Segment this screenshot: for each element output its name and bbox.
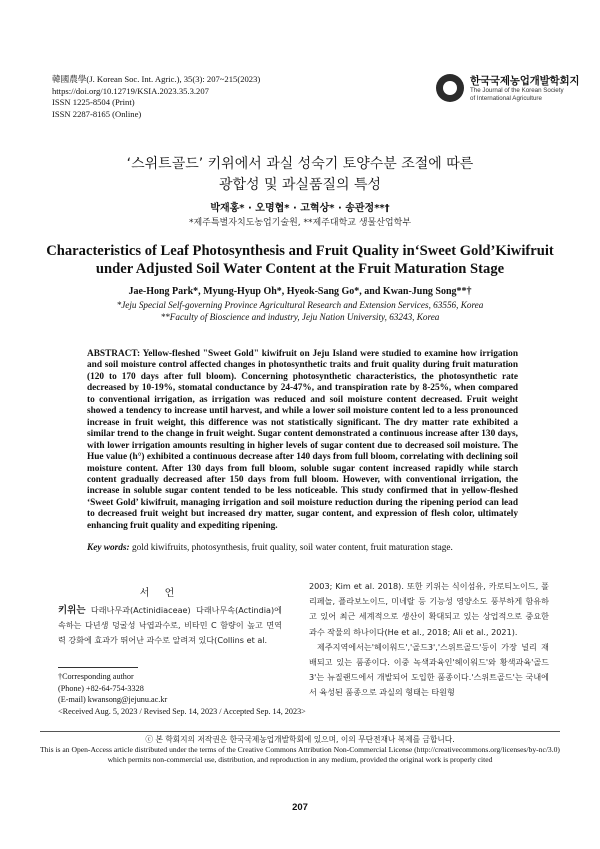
section-heading-intro: 서 언	[139, 588, 181, 599]
korean-affiliations: *제주특별자치도농업기술원, **제주대학교 생물산업학부	[188, 218, 412, 228]
society-english-name	[470, 87, 564, 102]
english-affiliation-1: *Jeju Special Self-governing Province Agricultural Research and Extension Services, 63556, Korea	[116, 300, 484, 310]
license-divider	[40, 731, 560, 732]
footnote-divider	[58, 667, 138, 668]
corresponding-phone: (Phone) +82-64-754-3328	[58, 683, 144, 693]
intro-right-column	[309, 579, 549, 701]
keywords-text: gold kiwifruits, photosynthesis, fruit quality, soil water content, fruit maturation stage.	[131, 543, 453, 553]
correspondence-note	[58, 671, 306, 717]
english-affiliation-2: **Faculty of Bioscience and industry, Jeju Nation University, 63243, Korea	[160, 312, 440, 323]
society-emblem-icon	[436, 74, 464, 102]
society-logo	[436, 74, 580, 110]
korean-title-line2: 광합성 및 과실품질의 특성	[218, 177, 382, 193]
citation: 韓國農學(J. Korean Soc. Int. Agric.), 35(3): 207~215(2023)	[52, 74, 261, 84]
corresponding-author-label: †Corresponding author	[58, 672, 134, 681]
doi-link[interactable]: https://doi.org/10.12719/KSIA.2023.35.3.207	[52, 85, 209, 96]
english-affiliations	[30, 299, 570, 324]
open-access-license: This is an Open-Access article distributed under the terms of the Creative Commons Attribution Non-Commercial License (http://creativecommons.org/licenses/by-nc/3.0) which permits non-commercial use, distribution, and reproduction in any medium, provided the original work is properly cited	[40, 745, 560, 764]
copyright-notice: ⓒ 본 학회지의 저작권은 한국국제농업개발학회에 있으며, 이의 무단전재나 복제를 금합니다.	[145, 735, 455, 744]
intro-left-column	[58, 603, 282, 649]
korean-title-line1: ‘스위트골드’ 키위에서 과실 성숙기 토양수분 조절에 따른	[126, 156, 474, 172]
issn-online: ISSN 2287-8165 (Online)	[52, 108, 142, 119]
society-english-line1: The Journal of the Korean Society	[470, 87, 564, 94]
english-title	[30, 242, 570, 278]
english-title-line1: Characteristics of Leaf Photosynthesis and Fruit Quality in‘Sweet Gold’Kiwifruit	[46, 243, 554, 259]
korean-title	[40, 154, 560, 196]
journal-header	[52, 74, 260, 120]
society-english-line2: of International Agriculture	[470, 94, 542, 102]
intro-left-text: 다래나무과(Actinidiaceae) 다래나무속(Actindia)에 속하는 다년생 덩굴성 낙엽과수로, 비타민 C 함량이 높고 면역력 강화에 효과가 뛰어난 과수로 알려져 있다(Collins et al.	[58, 605, 282, 646]
intro-lead-word: 키위는	[58, 605, 86, 616]
corresponding-email[interactable]: (E-mail) kwansong@jejunu.ac.kr	[58, 695, 168, 705]
intro-right-paragraph-1: 2003; Kim et al. 2018). 또한 키위는 식이섬유, 카로티노이드, 폴리페놀, 플라보노이드, 미네랄 등 기능성 영양소도 풍부하게 함유하고 있어 최근 세계적으로 생산이 확대되고 있는 상업적으로 중요한 과수 작물의 하나이다(He et al., 2018; Ali et al., 2021).	[309, 581, 549, 637]
received-dates: <Received Aug. 5, 2023 / Revised Sep. 14, 2023 / Accepted Sep. 14, 2023>	[58, 706, 306, 716]
society-korean-name: 한국국제농업개발학회지	[470, 75, 580, 87]
abstract-label: ABSTRACT:	[87, 349, 141, 359]
abstract-text: Yellow-fleshed "Sweet Gold" kiwifruit on Jeju Island were studied to examine how irrigation and soil moisture control affected changes in photosynthetic traits and fruit quality during fruit maturation (120 to 170 days after full bloom). Concerning photosynthetic characteristics, the photosynthetic rate decreased by 10-19%, stomatal conductance by 24-47%, and transpiration rate by 8-25%, when compared to conventional irrigation, as irrigation was reduced and soil moisture content decreased. Fruit weight showed a tendency to increase until harvest, and while a lower soil moisture content led to a less pronounced increase in fruit weight, this difference was not statistically significant. The dry matter rate exhibited a similar trend to the change in fruit weight. Sugar content demonstrated a continuous increase after 130 days, with lower irrigation amounts resulting in higher levels of sugar content due to decreased soil moisture. The Hue value (h°) exhibited a continuous decrease after 140 days from full bloom, correlating with declining soil moisture content. After 130 days from full bloom, soluble sugar content increased rapidly while starch content gradually decreased after 150 days from full bloom. However, with conventional irrigation, the increase in soluble sugar content tended to be less noticeable. This study confirmed that in yellow-fleshed ‘Sweet Gold’ kiwifruit, managing irrigation and soil moisture reduction during the ripening period can lead to decreased fruit weight but increased dry matter, sugar content, and expression of flesh color, ultimately enhancing fruit quality and expediting ripening.	[87, 349, 518, 531]
intro-right-paragraph-2: 제주지역에서는'헤이워드','골드3','스위트골드'등이 가장 널리 재배되고 있는 품종이다. 이중 녹색과육인'헤이워드'와 황색과육'골드 3'는 뉴질랜드에서 개발되어 도입한 품종이다.'스위트골드'는 국내에서 육성된 품종으로 과실의 형태는 타원형	[309, 641, 549, 698]
issn-print: ISSN 1225-8504 (Print)	[52, 97, 135, 108]
page-number: 207	[292, 802, 308, 813]
english-title-line2: under Adjusted Soil Water Content at the Fruit Maturation Stage	[95, 261, 505, 277]
keywords-label: Key words:	[87, 543, 130, 553]
keywords	[87, 543, 518, 553]
english-authors: Jae-Hong Park*, Myung-Hyup Oh*, Hyeok-Sang Go*, and Kwan-Jung Song**†	[128, 286, 472, 297]
abstract	[87, 349, 518, 532]
korean-authors: 박재홍* · 오명협* · 고혁상* · 송관정**†	[210, 203, 390, 214]
